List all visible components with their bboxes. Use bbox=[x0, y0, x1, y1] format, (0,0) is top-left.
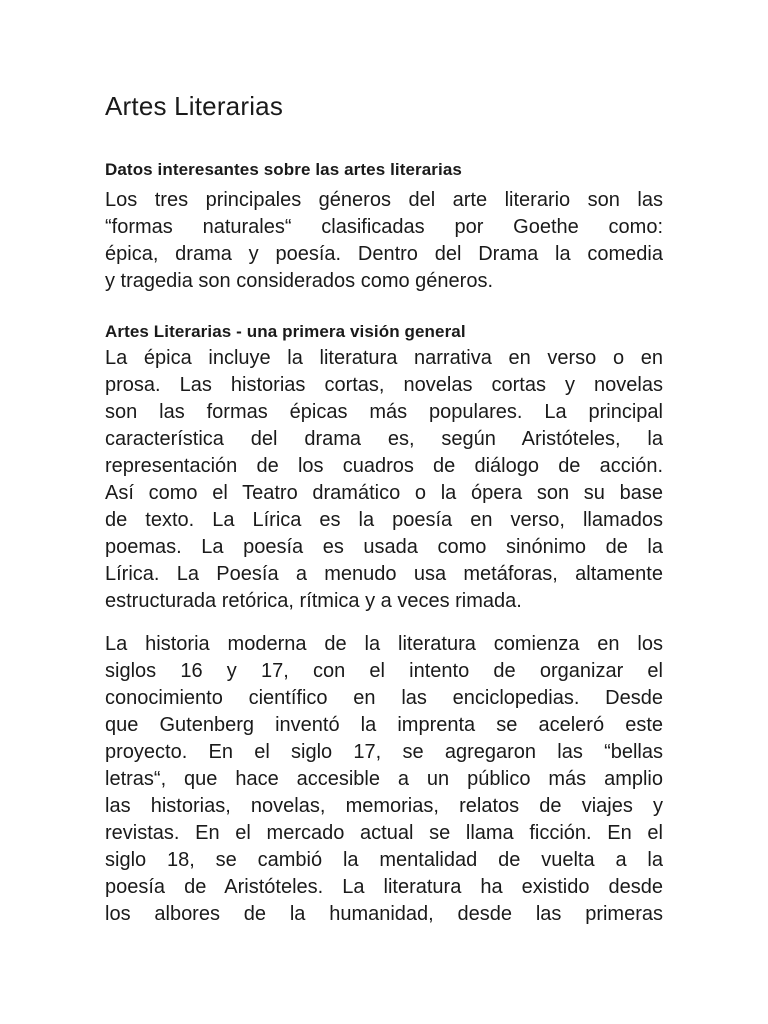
paragraph-line: siglos 16 y 17, con el intento de organizar el bbox=[105, 660, 663, 682]
paragraph-line: las historias, novelas, memorias, relatos de viajes y bbox=[105, 795, 663, 817]
paragraph-line: característica del drama es, según Aristóteles, la bbox=[105, 428, 663, 450]
paragraph-line: son las formas épicas más populares. La principal bbox=[105, 401, 663, 423]
paragraph-line: Los tres principales géneros del arte literario son las bbox=[105, 189, 663, 211]
paragraph-line: proyecto. En el siglo 17, se agregaron las “bellas bbox=[105, 741, 663, 763]
document-content bbox=[105, 0, 663, 928]
paragraph-line: siglo 18, se cambió la mentalidad de vuelta a la bbox=[105, 849, 663, 871]
paragraph-line: conocimiento científico en las enciclopedias. Desde bbox=[105, 687, 663, 709]
paragraph-line: poemas. La poesía es usada como sinónimo de la bbox=[105, 536, 663, 558]
paragraph-line: estructurada retórica, rítmica y a veces rimada. bbox=[105, 590, 522, 612]
paragraph-history bbox=[105, 631, 663, 928]
paragraph-intro bbox=[105, 187, 663, 295]
paragraph-line: épica, drama y poesía. Dentro del Drama la comedia bbox=[105, 243, 663, 265]
paragraph-line: representación de los cuadros de diálogo de acción. bbox=[105, 455, 663, 477]
paragraph-line: Lírica. La Poesía a menudo usa metáforas, altamente bbox=[105, 563, 663, 585]
paragraph-line: “formas naturales“ clasificadas por Goethe como: bbox=[105, 216, 663, 238]
intro-heading: Datos interesantes sobre las artes literarias bbox=[105, 160, 462, 179]
paragraph-line: letras“, que hace accesible a un público más amplio bbox=[105, 768, 663, 790]
paragraph-line: poesía de Aristóteles. La literatura ha existido desde bbox=[105, 876, 663, 898]
paragraph-line: La historia moderna de la literatura comienza en los bbox=[105, 633, 663, 655]
paragraph-line: prosa. Las historias cortas, novelas cortas y novelas bbox=[105, 374, 663, 396]
paragraph-overview bbox=[105, 345, 663, 615]
document-title: Artes Literarias bbox=[105, 91, 284, 121]
paragraph-line: que Gutenberg inventó la imprenta se aceleró este bbox=[105, 714, 663, 736]
paragraph-line: La épica incluye la literatura narrativa en verso o en bbox=[105, 347, 663, 369]
overview-heading: Artes Literarias - una primera visión general bbox=[105, 322, 466, 341]
paragraph-line: Así como el Teatro dramático o la ópera son su base bbox=[105, 482, 663, 504]
paragraph-line: y tragedia son considerados como géneros. bbox=[105, 270, 494, 292]
paragraph-line: los albores de la humanidad, desde las primeras bbox=[105, 903, 663, 925]
paragraph-line: revistas. En el mercado actual se llama ficción. En el bbox=[105, 822, 663, 844]
paragraph-line: de texto. La Lírica es la poesía en verso, llamados bbox=[105, 509, 663, 531]
